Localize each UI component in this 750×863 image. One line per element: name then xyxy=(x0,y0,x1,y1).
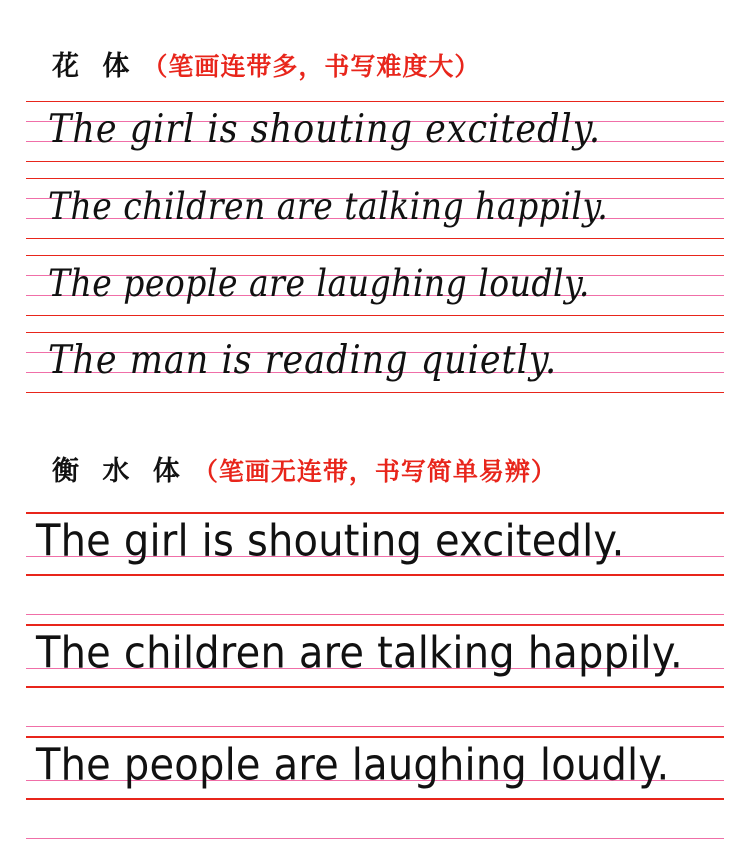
ruled-line-print-2 xyxy=(0,622,750,734)
ruled-line-cursive-4 xyxy=(0,330,750,407)
rule-lower xyxy=(26,838,724,839)
handwriting-line: The girl is shouting excitedly. xyxy=(36,516,625,567)
ruled-line-print-3 xyxy=(0,734,750,846)
section-title-cursive: 花 体 xyxy=(52,51,137,82)
section-heading-cursive xyxy=(0,44,750,83)
handwriting-line: The children are talking happily. xyxy=(48,184,609,228)
ruled-line-cursive-1 xyxy=(0,99,750,176)
rule-base xyxy=(26,686,724,688)
section-heading-print xyxy=(0,449,750,488)
section-note-cursive: （笔画连带多，书写难度大） xyxy=(142,52,481,81)
rule-lower xyxy=(26,726,724,727)
handwriting-line: The girl is shouting excitedly. xyxy=(48,107,601,153)
rule-base xyxy=(26,798,724,800)
ruled-line-cursive-2 xyxy=(0,176,750,253)
ruled-line-cursive-3 xyxy=(0,253,750,330)
section-note-print: （笔画无连带，书写简单易辨） xyxy=(192,457,557,486)
handwriting-line: The children are talking happily. xyxy=(36,628,683,679)
rule-base xyxy=(26,574,724,576)
rule-lower xyxy=(26,614,724,615)
rule-top xyxy=(26,512,724,514)
section-title-print: 衡 水 体 xyxy=(52,456,187,487)
rule-top xyxy=(26,736,724,738)
handwriting-line: The people are laughing loudly. xyxy=(48,261,590,305)
handwriting-line: The people are laughing loudly. xyxy=(36,740,670,791)
rule-top xyxy=(26,624,724,626)
handwriting-line: The man is reading quietly. xyxy=(48,338,558,384)
ruled-line-print-1 xyxy=(0,510,750,622)
